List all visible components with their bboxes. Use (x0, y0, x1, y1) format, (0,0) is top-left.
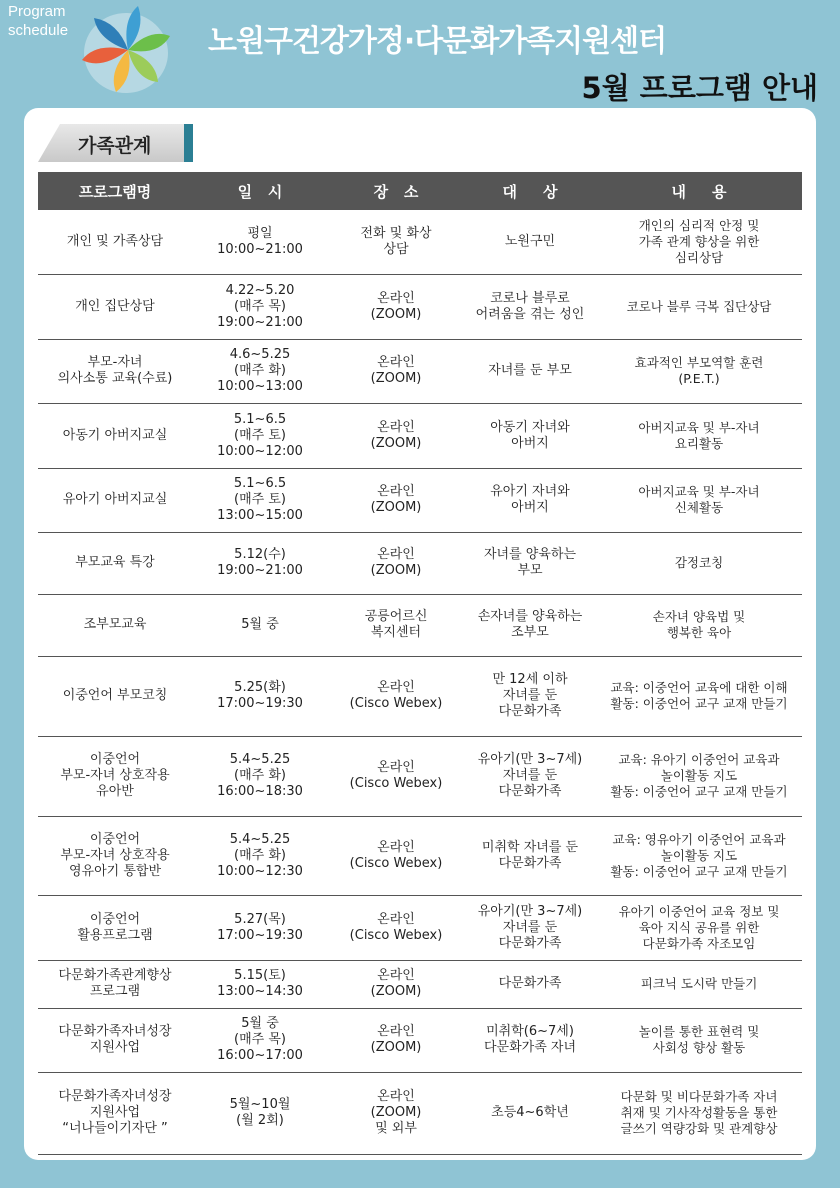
cell-date: 4.6~5.25 (매주 화) 10:00~13:00 (192, 339, 328, 403)
cell-name: 이중언어 활용프로그램 (38, 895, 192, 960)
cell-target: 코로나 블루로 어려움을 겪는 성인 (464, 274, 596, 339)
cell-target: 손자녀를 양육하는 조부모 (464, 594, 596, 656)
cell-target: 다문화가족 (464, 960, 596, 1008)
cell-date: 5.4~5.25 (매주 화) 16:00~18:30 (192, 736, 328, 816)
cell-date: 5.25(화) 17:00~19:30 (192, 656, 328, 736)
cell-target: 유아기(만 3~7세) 자녀를 둔 다문화가족 (464, 895, 596, 960)
cell-content: 개인의 심리적 안정 및 가족 관계 향상을 위한 심리상담 (596, 210, 802, 274)
cell-content: 코로나 블루 극복 집단상담 (596, 274, 802, 339)
column-header: 내 용 (596, 172, 802, 210)
cell-date: 4.22~5.20 (매주 목) 19:00~21:00 (192, 274, 328, 339)
cell-date: 5월 중 (매주 목) 16:00~17:00 (192, 1008, 328, 1072)
cell-name: 이중언어 부모-자녀 상호작용 영유아기 통합반 (38, 816, 192, 895)
table-row (38, 1072, 802, 1154)
table-row (38, 1008, 802, 1072)
cell-name: 이중언어 부모코칭 (38, 656, 192, 736)
cell-date: 5.4~5.25 (매주 화) 10:00~12:30 (192, 816, 328, 895)
cell-place: 온라인 (ZOOM) (328, 274, 464, 339)
cell-content: 놀이를 통한 표현력 및 사회성 향상 활동 (596, 1008, 802, 1072)
program-table (38, 172, 802, 1155)
cell-target: 미취학(6~7세) 다문화가족 자녀 (464, 1008, 596, 1072)
cell-date: 평일 10:00~21:00 (192, 210, 328, 274)
column-header: 장 소 (328, 172, 464, 210)
cell-target: 유아기(만 3~7세) 자녀를 둔 다문화가족 (464, 736, 596, 816)
table-row (38, 656, 802, 736)
cell-target: 미취학 자녀를 둔 다문화가족 (464, 816, 596, 895)
table-row (38, 736, 802, 816)
table-row (38, 403, 802, 468)
section-title: 가족관계 (78, 135, 152, 157)
page-subtitle: 5월 프로그램 안내 (581, 71, 818, 105)
cell-place: 온라인 (ZOOM) (328, 339, 464, 403)
table-header-row (38, 172, 802, 210)
table-row (38, 594, 802, 656)
cell-date: 5.1~6.5 (매주 토) 13:00~15:00 (192, 468, 328, 532)
cell-place: 온라인 (ZOOM) (328, 960, 464, 1008)
cell-place: 온라인 (Cisco Webex) (328, 895, 464, 960)
cell-date: 5월 중 (192, 594, 328, 656)
cell-target: 아동기 자녀와 아버지 (464, 403, 596, 468)
pinwheel-logo-icon (70, 2, 182, 104)
table-row (38, 816, 802, 895)
cell-date: 5.12(수) 19:00~21:00 (192, 532, 328, 594)
cell-name: 부모교육 특강 (38, 532, 192, 594)
cell-date: 5.1~6.5 (매주 토) 10:00~12:00 (192, 403, 328, 468)
cell-content: 다문화 및 비다문화가족 자녀 취재 및 기사작성활동을 통한 글쓰기 역량강화 및 관계향상 (596, 1072, 802, 1154)
cell-place: 온라인 (ZOOM) 및 외부 (328, 1072, 464, 1154)
column-header: 대 상 (464, 172, 596, 210)
cell-name: 조부모교육 (38, 594, 192, 656)
cell-content: 손자녀 양육법 및 행복한 육아 (596, 594, 802, 656)
cell-place: 온라인 (ZOOM) (328, 1008, 464, 1072)
cell-content: 감정코칭 (596, 532, 802, 594)
cell-content: 피크닉 도시락 만들기 (596, 960, 802, 1008)
cell-target: 노원구민 (464, 210, 596, 274)
table-row (38, 532, 802, 594)
cell-name: 다문화가족자녀성장 지원사업 (38, 1008, 192, 1072)
cell-content: 교육: 영유아기 이중언어 교육과 놀이활동 지도 활동: 이중언어 교구 교재 만들기 (596, 816, 802, 895)
cell-place: 온라인 (Cisco Webex) (328, 816, 464, 895)
cell-content: 아버지교육 및 부-자녀 신체활동 (596, 468, 802, 532)
table-row (38, 895, 802, 960)
column-header: 일 시 (192, 172, 328, 210)
cell-name: 유아기 아버지교실 (38, 468, 192, 532)
cell-name: 개인 및 가족상담 (38, 210, 192, 274)
cell-target: 만 12세 이하 자녀를 둔 다문화가족 (464, 656, 596, 736)
cell-target: 자녀를 둔 부모 (464, 339, 596, 403)
column-header: 프로그램명 (38, 172, 192, 210)
program-schedule-label: Program schedule (8, 3, 69, 39)
center-title: 노원구건강가정·다문화가족지원센터 (208, 24, 667, 59)
table-row (38, 960, 802, 1008)
cell-place: 온라인 (ZOOM) (328, 532, 464, 594)
cell-name: 아동기 아버지교실 (38, 403, 192, 468)
cell-target: 초등4~6학년 (464, 1072, 596, 1154)
section-tab (38, 124, 198, 162)
cell-place: 공릉어르신 복지센터 (328, 594, 464, 656)
cell-content: 교육: 유아기 이중언어 교육과 놀이활동 지도 활동: 이중언어 교구 교재 만들기 (596, 736, 802, 816)
cell-place: 전화 및 화상 상담 (328, 210, 464, 274)
cell-date: 5.15(토) 13:00~14:30 (192, 960, 328, 1008)
cell-content: 효과적인 부모역할 훈련 (P.E.T.) (596, 339, 802, 403)
cell-name: 이중언어 부모-자녀 상호작용 유아반 (38, 736, 192, 816)
cell-name: 개인 집단상담 (38, 274, 192, 339)
cell-date: 5월~10월 (월 2회) (192, 1072, 328, 1154)
cell-name: 다문화가족관계향상 프로그램 (38, 960, 192, 1008)
content-panel (24, 108, 816, 1160)
cell-content: 유아기 이중언어 교육 정보 및 육아 지식 공유를 위한 다문화가족 자조모임 (596, 895, 802, 960)
cell-place: 온라인 (ZOOM) (328, 468, 464, 532)
cell-content: 아버지교육 및 부-자녀 요리활동 (596, 403, 802, 468)
cell-place: 온라인 (Cisco Webex) (328, 736, 464, 816)
table-row (38, 339, 802, 403)
cell-content: 교육: 이중언어 교육에 대한 이해 활동: 이중언어 교구 교재 만들기 (596, 656, 802, 736)
table-row (38, 274, 802, 339)
cell-date: 5.27(목) 17:00~19:30 (192, 895, 328, 960)
cell-place: 온라인 (ZOOM) (328, 403, 464, 468)
cell-name: 부모-자녀 의사소통 교육(수료) (38, 339, 192, 403)
cell-target: 유아기 자녀와 아버지 (464, 468, 596, 532)
table-row (38, 210, 802, 274)
cell-target: 자녀를 양육하는 부모 (464, 532, 596, 594)
cell-name: 다문화가족자녀성장 지원사업 “너나들이기자단 ” (38, 1072, 192, 1154)
cell-place: 온라인 (Cisco Webex) (328, 656, 464, 736)
table-row (38, 468, 802, 532)
